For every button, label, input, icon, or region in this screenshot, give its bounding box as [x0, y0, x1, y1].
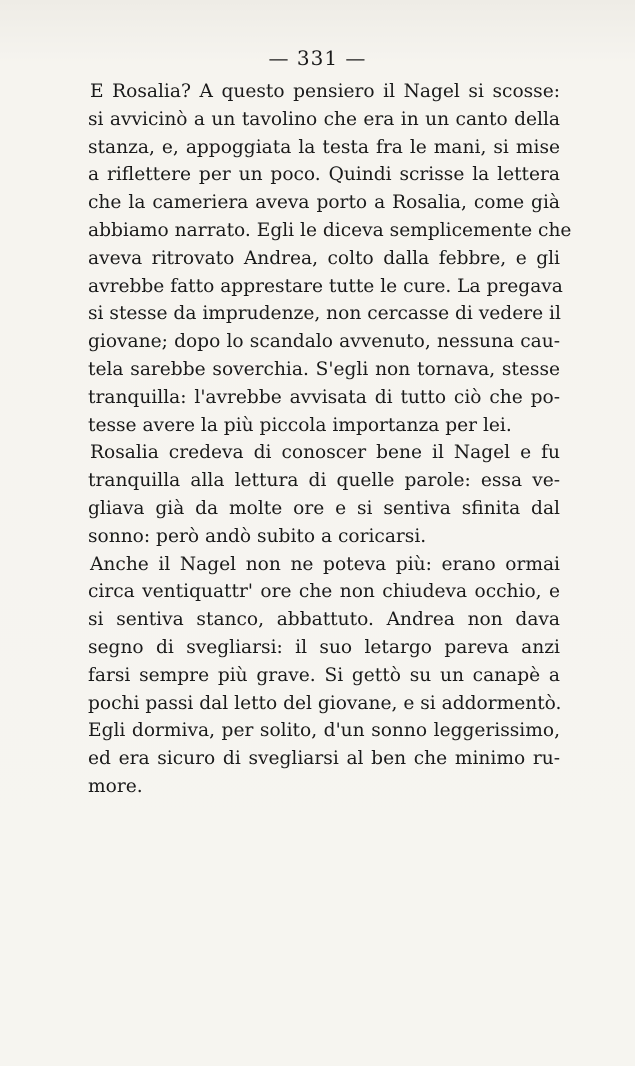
text-line: tesse avere la più piccola importanza per lei. [88, 414, 512, 436]
paragraph-2 [88, 439, 560, 550]
text-line: Rosalia credeva di conoscer bene il Nagel e fu [90, 442, 560, 464]
text-line: tranquilla: l'avrebbe avvisata di tutto ciò che po- [88, 386, 560, 408]
text-line: segno di svegliarsi: il suo letargo pareva anzi [88, 636, 560, 658]
text-line: giovane; dopo lo scandalo avvenuto, nessuna cau- [88, 331, 560, 353]
text-line: sonno: però andò subito a coricarsi. [88, 525, 427, 547]
text-line: tranquilla alla lettura di quelle parole: essa ve- [88, 470, 560, 492]
text-line: pochi passi dal letto del giovane, e si addormentò. [88, 692, 562, 714]
paragraph-3 [88, 551, 560, 801]
text-line: che la cameriera aveva porto a Rosalia, come già [88, 192, 560, 214]
paragraph-1 [88, 78, 572, 439]
text-line: a riflettere per un poco. Quindi scrisse la lettera [88, 164, 560, 186]
text-line: more. [88, 775, 143, 797]
text-line: abbiamo narrato. Egli le diceva semplicemente che [88, 219, 572, 241]
text-line: aveva ritrovato Andrea, colto dalla febbre, e gli [88, 247, 560, 269]
text-line: gliava già da molte ore e si sentiva sfinita dal [88, 497, 560, 519]
page-number: — 331 — [268, 46, 367, 70]
text-line: stanza, e, appoggiata la testa fra le mani, si mise [88, 136, 560, 158]
text-line: si sentiva stanco, abbattuto. Andrea non dava [88, 609, 560, 631]
text-line: tela sarebbe soverchia. S'egli non tornava, stesse [88, 358, 560, 380]
text-line: Anche il Nagel non ne poteva più: erano ormai [90, 553, 560, 575]
text-line: Egli dormiva, per solito, d'un sonno leggerissimo, [88, 720, 560, 742]
text-line: E Rosalia? A questo pensiero il Nagel si scosse: [90, 81, 560, 102]
text-line: farsi sempre più grave. Si gettò su un canapè a [88, 664, 560, 686]
text-block [88, 78, 572, 801]
text-line: ed era sicuro di svegliarsi al ben che minimo ru- [88, 748, 560, 770]
text-line: si avvicinò a un tavolino che era in un canto della [88, 108, 560, 130]
text-line: avrebbe fatto apprestare tutte le cure. La pregava [88, 275, 563, 297]
text-line: si stesse da imprudenze, non cercasse di vedere il [88, 303, 561, 325]
text-line: circa ventiquattr' ore che non chiudeva occhio, e [88, 581, 560, 603]
